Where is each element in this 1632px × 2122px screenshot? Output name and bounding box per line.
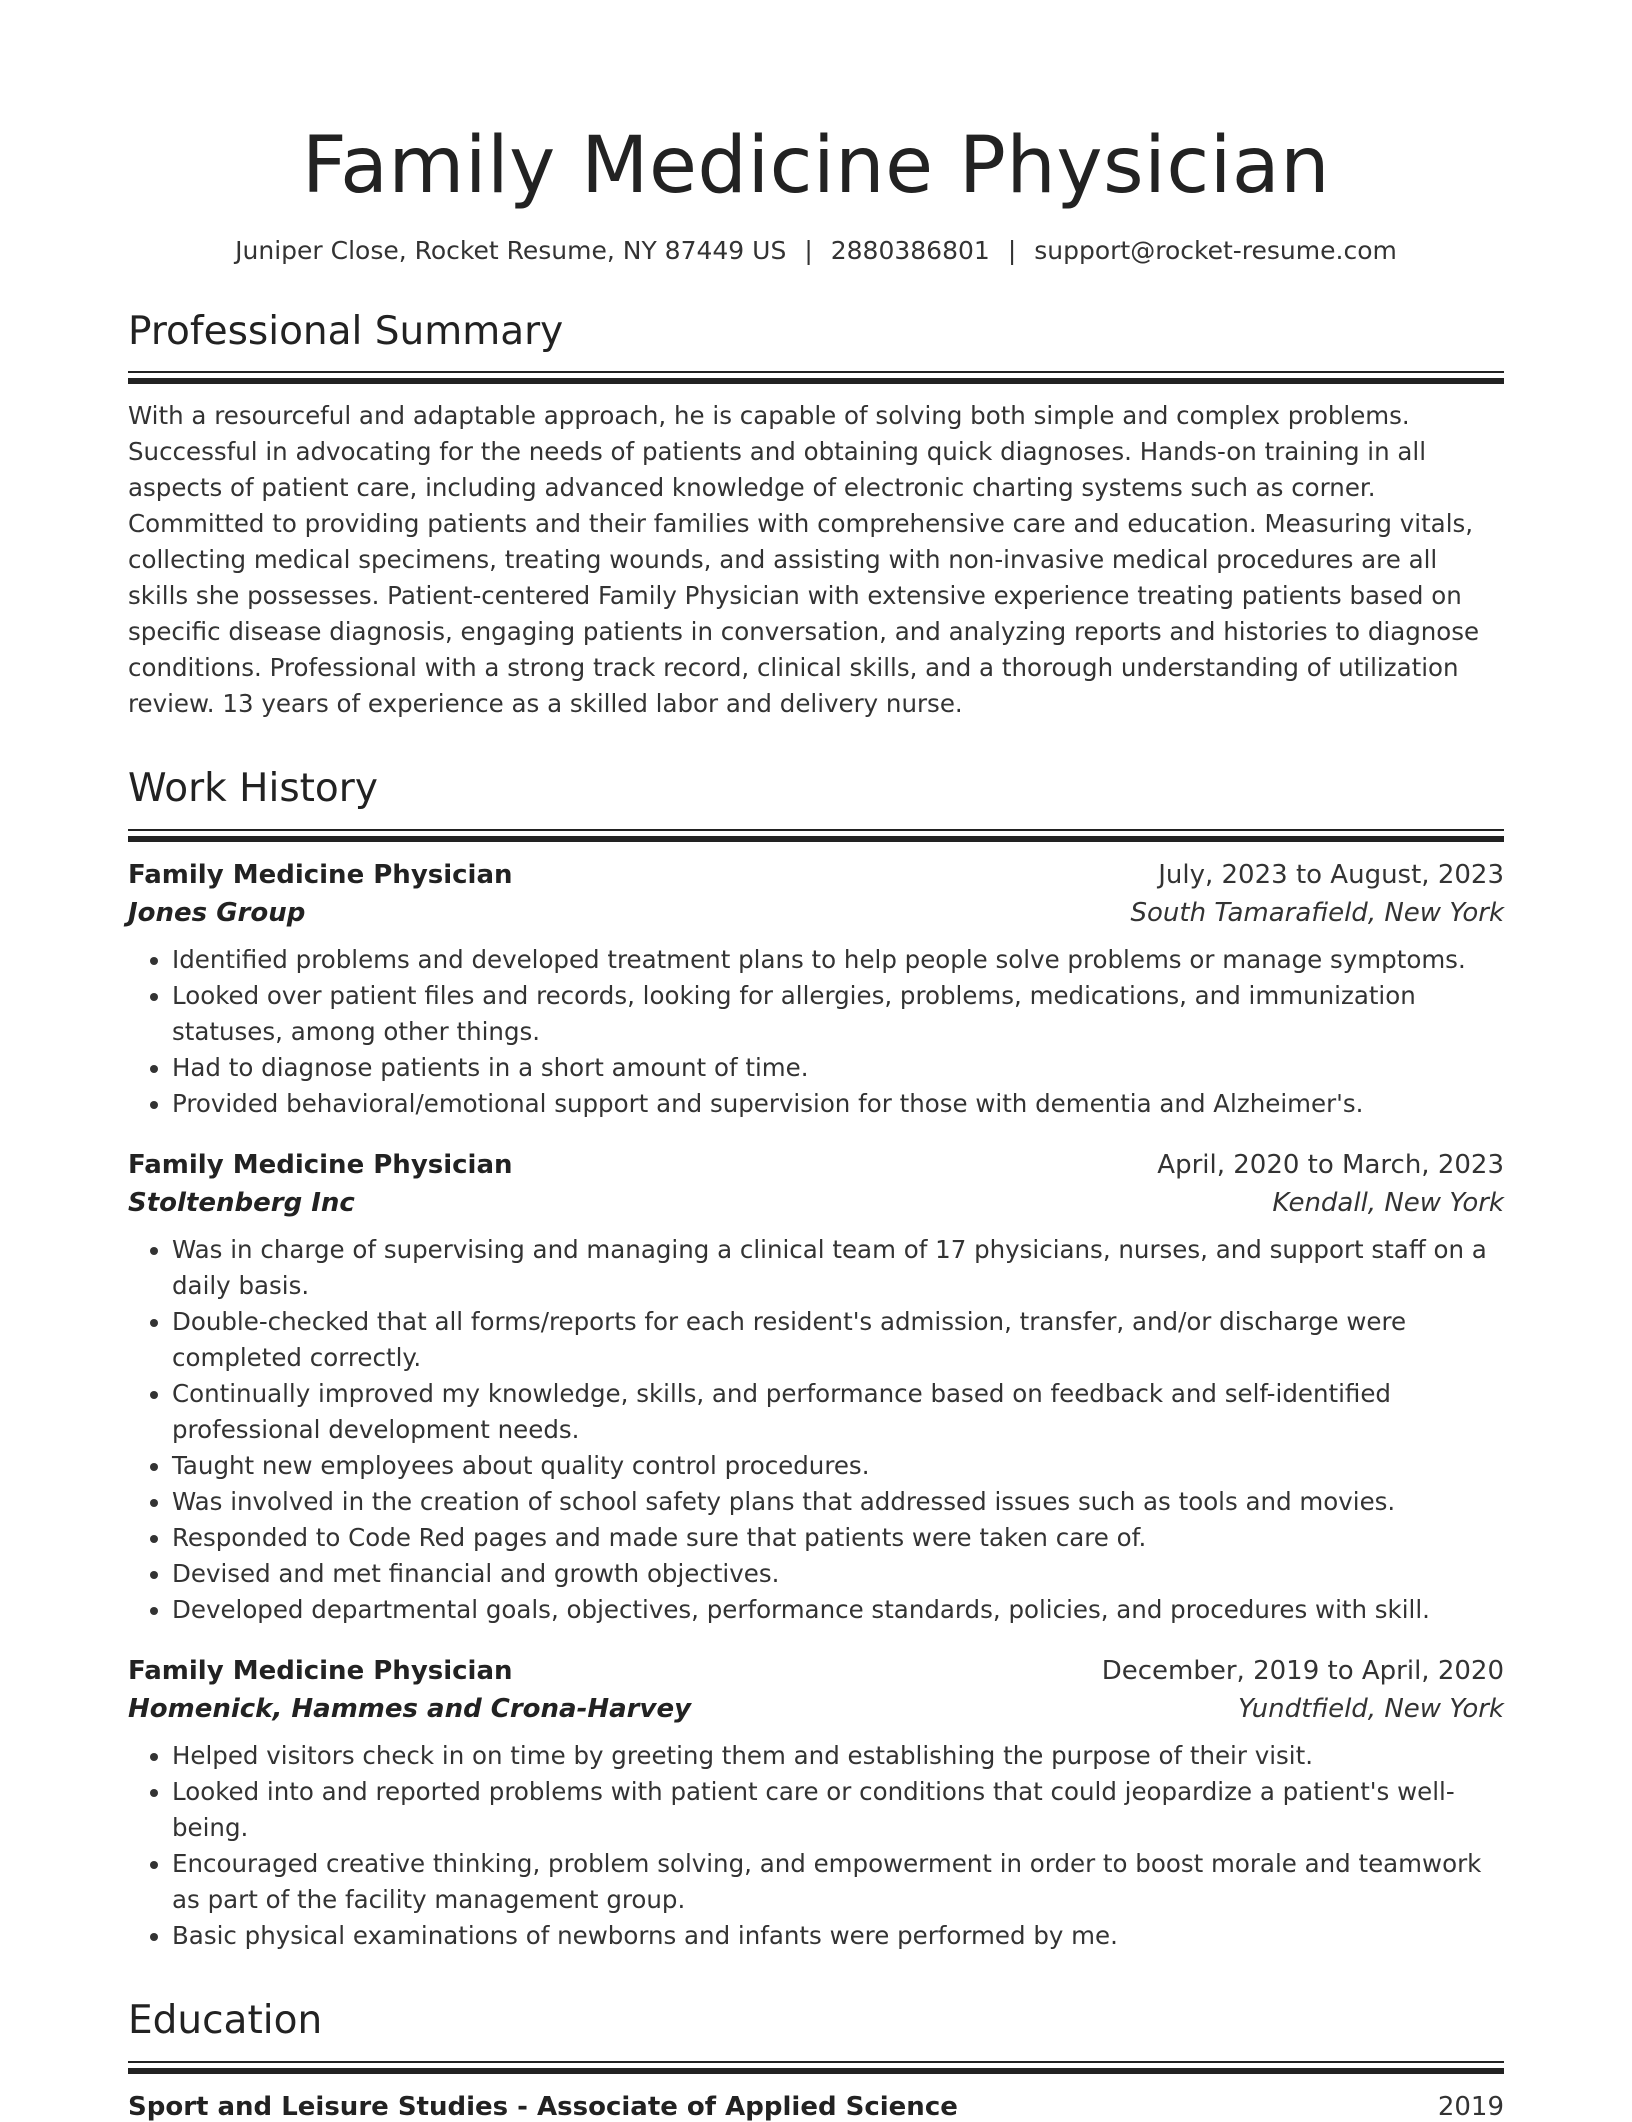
job-entry (128, 860, 1504, 1122)
job-title: Family Medicine Physician (128, 1150, 513, 1181)
list-item: • Identified problems and developed treatment plans to help people solve problems or manage symptoms. (172, 942, 1504, 978)
list-item: • Looked into and reported problems with patient care or conditions that could jeopardize a patient's well-being. (172, 1774, 1504, 1846)
summary-text: With a resourceful and adaptable approach, he is capable of solving both simple and complex problems. Successful in advocating for the needs of patients and obtaining quick diagnoses. Hands-on training in all aspects of patient care, including advanced knowledge of electronic charting systems such as corner. Committed to providing patients and their families with comprehensive care and education. Measuring vitals, collecting medical specimens, treating wounds, and assisting with non-invasive medical procedures are all skills she possesses. Patient-centered Family Physician with extensive experience treating patients based on specific disease diagnosis, engaging patients in conversation, and analyzing reports and histories to diagnose conditions. Professional with a strong track record, clinical skills, and a thorough understanding of utilization review. 13 years of experience as a skilled labor and delivery nurse. (128, 401, 1480, 719)
list-item: • Was involved in the creation of school safety plans that addressed issues such as tools and movies. (172, 1484, 1504, 1520)
job-entry (128, 1150, 1504, 1628)
job-location: South Tamarafield, New York (1130, 898, 1504, 929)
job-dates: April, 2020 to March, 2023 (1157, 1150, 1504, 1181)
work-history-heading: Work History (128, 766, 378, 812)
job-bullets (128, 1232, 1504, 1628)
contact-separator: | (1007, 235, 1017, 265)
list-item: • Helped visitors check in on time by greeting them and establishing the purpose of their visit. (172, 1738, 1504, 1774)
candidate-name: Family Medicine Physician (301, 121, 1331, 211)
section-divider (128, 371, 1504, 384)
list-item: • Responded to Code Red pages and made sure that patients were taken care of. (172, 1520, 1504, 1556)
job-location: Yundtfield, New York (1238, 1694, 1504, 1725)
job-dates: December, 2019 to April, 2020 (1101, 1656, 1504, 1687)
list-item: • Developed departmental goals, objectives, performance standards, policies, and procedures with skill. (172, 1592, 1504, 1628)
job-location: Kendall, New York (1272, 1188, 1504, 1219)
address: Juniper Close, Rocket Resume, NY 87449 US (235, 235, 787, 265)
section-divider (128, 829, 1504, 842)
contact-line (128, 236, 1504, 265)
job-bullets (128, 1738, 1504, 1954)
company-name: Homenick, Hammes and Crona-Harvey (128, 1694, 692, 1725)
education-entry (128, 2092, 1504, 2122)
summary-heading: Professional Summary (128, 308, 564, 354)
list-item: • Basic physical examinations of newborns and infants were performed by me. (172, 1918, 1504, 1954)
list-item: • Double-checked that all forms/reports for each resident's admission, transfer, and/or discharge were completed correctly. (172, 1304, 1504, 1376)
list-item: • Had to diagnose patients in a short amount of time. (172, 1050, 1504, 1086)
job-bullets (128, 942, 1504, 1122)
education-heading: Education (128, 1998, 323, 2044)
section-divider (128, 2061, 1504, 2074)
job-dates: July, 2023 to August, 2023 (1158, 860, 1504, 891)
company-name: Stoltenberg Inc (128, 1188, 355, 1219)
email: support@rocket-resume.com (1034, 235, 1397, 265)
list-item: • Provided behavioral/emotional support and supervision for those with dementia and Alzheimer's. (172, 1086, 1504, 1122)
list-item: • Taught new employees about quality control procedures. (172, 1448, 1504, 1484)
job-title: Family Medicine Physician (128, 1656, 513, 1687)
list-item: • Was in charge of supervising and managing a clinical team of 17 physicians, nurses, and support staff on a daily basis. (172, 1232, 1504, 1304)
list-item: • Looked over patient files and records, looking for allergies, problems, medications, and immunization statuses, among other things. (172, 978, 1504, 1050)
job-entry (128, 1656, 1504, 1954)
company-name: Jones Group (128, 898, 306, 929)
list-item: • Encouraged creative thinking, problem solving, and empowerment in order to boost morale and teamwork as part of the facility management group. (172, 1846, 1504, 1918)
list-item: • Devised and met financial and growth objectives. (172, 1556, 1504, 1592)
contact-separator: | (804, 235, 813, 265)
graduation-year: 2019 (1437, 2091, 1504, 2122)
phone: 2880386801 (830, 235, 990, 265)
job-title: Family Medicine Physician (128, 860, 513, 891)
list-item: • Continually improved my knowledge, skills, and performance based on feedback and self-identified professional development needs. (172, 1376, 1504, 1448)
degree: Sport and Leisure Studies - Associate of Applied Science (128, 2091, 958, 2122)
